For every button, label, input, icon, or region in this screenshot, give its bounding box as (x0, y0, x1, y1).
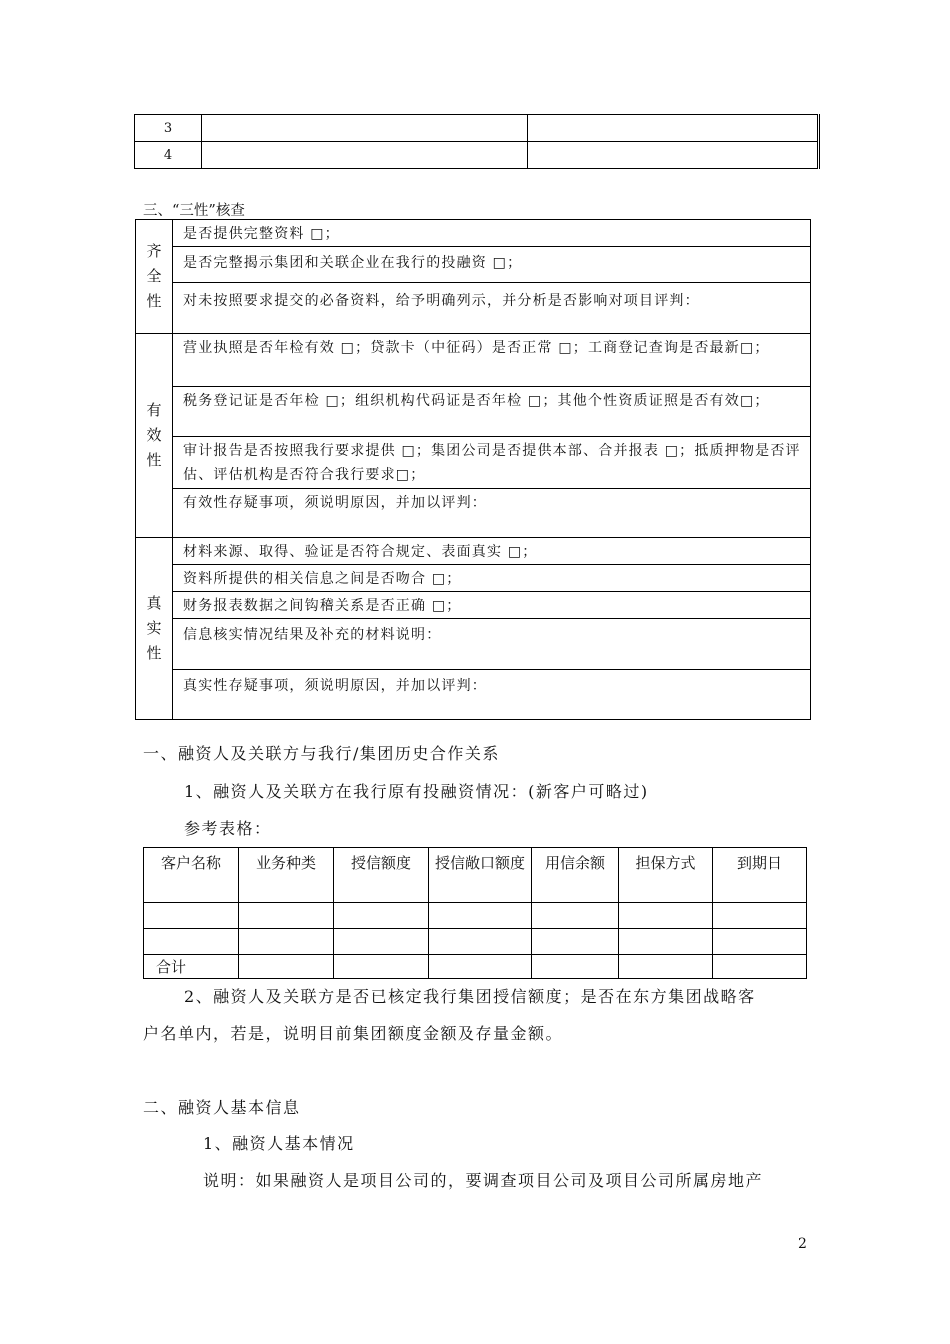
table-row (136, 489, 811, 538)
section1-sub1: 1、融资人及关联方在我行原有投融资情况：(新客户可略过) (184, 782, 649, 801)
section1-sub2-line1: 2、融资人及关联方是否已核定我行集团授信额度；是否在东方集团战略客 (184, 987, 756, 1006)
table-cell (429, 929, 532, 955)
table-cell (713, 903, 807, 929)
column-header: 到期日 (713, 848, 807, 903)
top-table (134, 114, 820, 169)
table-cell (429, 903, 532, 929)
table-row (136, 283, 811, 334)
table-cell (239, 903, 334, 929)
table-row (136, 387, 811, 437)
table-row (136, 619, 811, 670)
table-cell (619, 929, 713, 955)
table-total-row (144, 955, 807, 979)
category-char: 性 (146, 292, 162, 310)
table-row (136, 334, 811, 387)
check-item: 对未按照要求提交的必备资料，给予明确列示，并分析是否影响对项目评判： (173, 283, 811, 334)
check-item: 真实性存疑事项，须说明原因，并加以评判： (173, 670, 811, 720)
table-row (136, 592, 811, 619)
row-number: 4 (135, 142, 202, 169)
table-row (136, 220, 811, 247)
check-item: 资料所提供的相关信息之间是否吻合 □； (173, 565, 811, 592)
table-row (144, 903, 807, 929)
table-cell (528, 115, 819, 142)
table-row (135, 115, 819, 142)
table-cell (239, 955, 334, 979)
table-row (136, 247, 811, 283)
table-cell (334, 929, 429, 955)
section1-title: 一、融资人及关联方与我行/集团历史合作关系 (143, 744, 500, 763)
table-row (136, 538, 811, 565)
table-row (136, 670, 811, 720)
table-cell (532, 955, 619, 979)
table-cell (619, 903, 713, 929)
section2-title: 二、融资人基本信息 (143, 1098, 301, 1117)
table-cell (619, 955, 713, 979)
table-cell (528, 142, 819, 169)
total-label: 合计 (144, 955, 239, 979)
table-cell (239, 929, 334, 955)
category-char: 实 (146, 619, 162, 637)
column-header: 客户名称 (144, 848, 239, 903)
column-header: 业务种类 (239, 848, 334, 903)
check-item: 营业执照是否年检有效 □；贷款卡（中征码）是否正常 □；工商登记查询是否最新□； (173, 334, 811, 387)
reference-table (143, 847, 807, 979)
row-number: 3 (135, 115, 202, 142)
table-cell (334, 903, 429, 929)
table-cell (532, 903, 619, 929)
category-char: 真 (146, 594, 162, 612)
column-header: 授信敞口额度 (429, 848, 532, 903)
table-cell (713, 955, 807, 979)
table-row (135, 142, 819, 169)
category-char: 有 (146, 401, 162, 419)
table-cell (334, 955, 429, 979)
column-header: 用信余额 (532, 848, 619, 903)
table-cell (144, 929, 239, 955)
column-header: 授信额度 (334, 848, 429, 903)
table-header-row (144, 848, 807, 903)
section2-sub1: 1、融资人基本情况 (203, 1134, 355, 1153)
table-cell (202, 142, 528, 169)
check-item: 审计报告是否按照我行要求提供 □；集团公司是否提供本部、合并报表 □；抵质押物是否评估、评估机构是否符合我行要求□； (173, 437, 811, 489)
category-authenticity (136, 538, 173, 720)
table-cell (144, 903, 239, 929)
category-char: 全 (146, 267, 162, 285)
check-item: 是否完整揭示集团和关联企业在我行的投融资 □； (173, 247, 811, 283)
category-char: 性 (146, 644, 162, 662)
check-item: 信息核实情况结果及补充的材料说明： (173, 619, 811, 670)
category-char: 齐 (146, 242, 162, 260)
table-cell (202, 115, 528, 142)
page-number: 2 (798, 1236, 807, 1252)
check-item: 材料来源、取得、验证是否符合规定、表面真实 □； (173, 538, 811, 565)
table-row (136, 437, 811, 489)
reference-label: 参考表格： (184, 819, 272, 838)
sanxing-table (135, 219, 811, 720)
table-row (136, 565, 811, 592)
section2-note: 说明：如果融资人是项目公司的，要调查项目公司及项目公司所属房地产 (203, 1171, 764, 1190)
sanxing-heading: 三、“三性”核查 (143, 203, 245, 219)
column-header: 担保方式 (619, 848, 713, 903)
check-item: 财务报表数据之间钩稽关系是否正确 □； (173, 592, 811, 619)
category-char: 效 (146, 426, 162, 444)
check-item: 有效性存疑事项，须说明原因，并加以评判： (173, 489, 811, 538)
section1-sub2-line2: 户名单内，若是，说明目前集团额度金额及存量金额。 (143, 1024, 564, 1043)
check-item: 是否提供完整资料 □； (173, 220, 811, 247)
check-item: 税务登记证是否年检 □；组织机构代码证是否年检 □；其他个性资质证照是否有效□； (173, 387, 811, 437)
table-cell (713, 929, 807, 955)
table-row (144, 929, 807, 955)
category-char: 性 (146, 451, 162, 469)
table-cell (532, 929, 619, 955)
table-cell (429, 955, 532, 979)
category-validity (136, 334, 173, 538)
category-completeness (136, 220, 173, 334)
